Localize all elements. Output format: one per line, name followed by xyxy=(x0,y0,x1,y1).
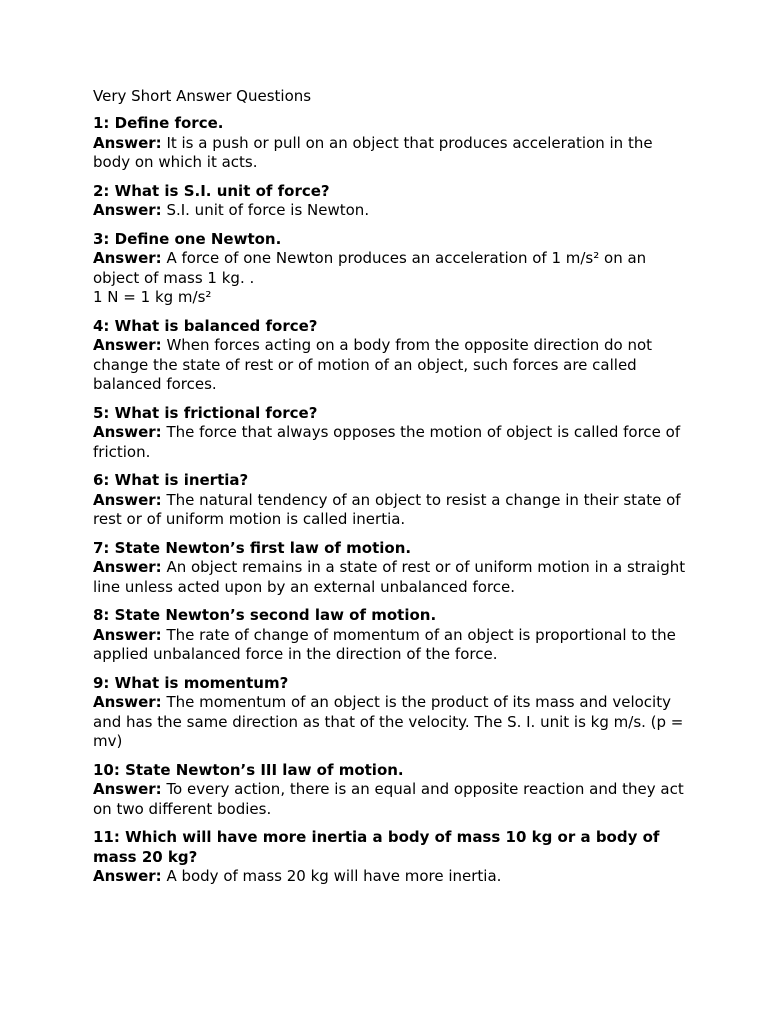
answer-label: Answer: xyxy=(93,133,162,152)
answer-text: The rate of change of momentum of an object is proportional to the applied unbalanced force in the direction of the force. xyxy=(93,625,676,663)
question: 7: State Newton’s first law of motion. xyxy=(93,538,412,557)
page-heading: Very Short Answer Questions xyxy=(93,87,312,105)
question: 3: Define one Newton. xyxy=(93,229,282,248)
qa-item xyxy=(93,317,688,395)
answer-text: When forces acting on a body from the opposite direction do not change the state of rest or of motion of an object, such forces are called balanced forces. xyxy=(93,336,653,393)
formula: 1 N = 1 kg m/s² xyxy=(93,288,212,306)
answer-text: S.I. unit of force is Newton. xyxy=(166,201,370,219)
answer-label: Answer: xyxy=(93,693,162,711)
answer-label: Answer: xyxy=(93,490,162,509)
question: 4: What is balanced force? xyxy=(93,316,318,335)
answer xyxy=(93,867,688,887)
answer xyxy=(93,423,688,462)
qa-item xyxy=(93,674,688,752)
answer-label: Answer: xyxy=(93,201,162,219)
answer-text: The momentum of an object is the product of its mass and velocity and has the same direction as that of the velocity. The S. I. unit is kg m/s. (p = mv) xyxy=(93,693,684,750)
answer-text: An object remains in a state of rest or of uniform motion in a straight line unless acted upon by an external unbalanced force. xyxy=(93,558,686,596)
answer-text: A force of one Newton produces an acceleration of 1 m/s² on an object of mass 1 kg. . xyxy=(93,249,647,287)
answer-label: Answer: xyxy=(93,867,162,885)
question: 8: State Newton’s second law of motion. xyxy=(93,606,437,624)
qa-item xyxy=(93,828,688,887)
answer-label: Answer: xyxy=(93,423,162,441)
qa-item xyxy=(93,471,688,530)
answer-label: Answer: xyxy=(93,249,162,267)
question: 10: State Newton’s III law of motion. xyxy=(93,760,404,779)
answer xyxy=(93,558,688,597)
answer xyxy=(93,134,688,173)
answer xyxy=(93,693,688,752)
question: 9: What is momentum? xyxy=(93,673,289,692)
answer-text: It is a push or pull on an object that produces acceleration in the body on which it acts. xyxy=(93,133,653,171)
answer-label: Answer: xyxy=(93,336,162,354)
answer xyxy=(93,780,688,819)
question: 11: Which will have more inertia a body of mass 10 kg or a body of mass 20 kg? xyxy=(93,828,660,866)
question: 2: What is S.I. unit of force? xyxy=(93,181,330,200)
question: 5: What is frictional force? xyxy=(93,403,318,422)
qa-item xyxy=(93,230,688,308)
qa-item xyxy=(93,404,688,463)
answer-label: Answer: xyxy=(93,780,162,798)
question: 1: Define force. xyxy=(93,114,224,132)
answer-text: To every action, there is an equal and opposite reaction and they act on two different bodies. xyxy=(93,780,684,818)
answer xyxy=(93,201,688,221)
qa-item xyxy=(93,761,688,820)
answer-label: Answer: xyxy=(93,558,162,576)
answer xyxy=(93,336,688,395)
qa-item xyxy=(93,182,688,221)
answer xyxy=(93,249,688,288)
qa-item xyxy=(93,114,688,173)
answer-text: A body of mass 20 kg will have more inertia. xyxy=(166,867,502,885)
qa-item xyxy=(93,539,688,598)
answer-label: Answer: xyxy=(93,625,162,644)
answer xyxy=(93,491,688,530)
answer xyxy=(93,626,688,665)
answer-text: The natural tendency of an object to resist a change in their state of rest or of uniform motion is called inertia. xyxy=(93,490,681,528)
question: 6: What is inertia? xyxy=(93,471,249,489)
answer-text: The force that always opposes the motion of object is called force of friction. xyxy=(93,423,681,461)
qa-item xyxy=(93,606,688,665)
